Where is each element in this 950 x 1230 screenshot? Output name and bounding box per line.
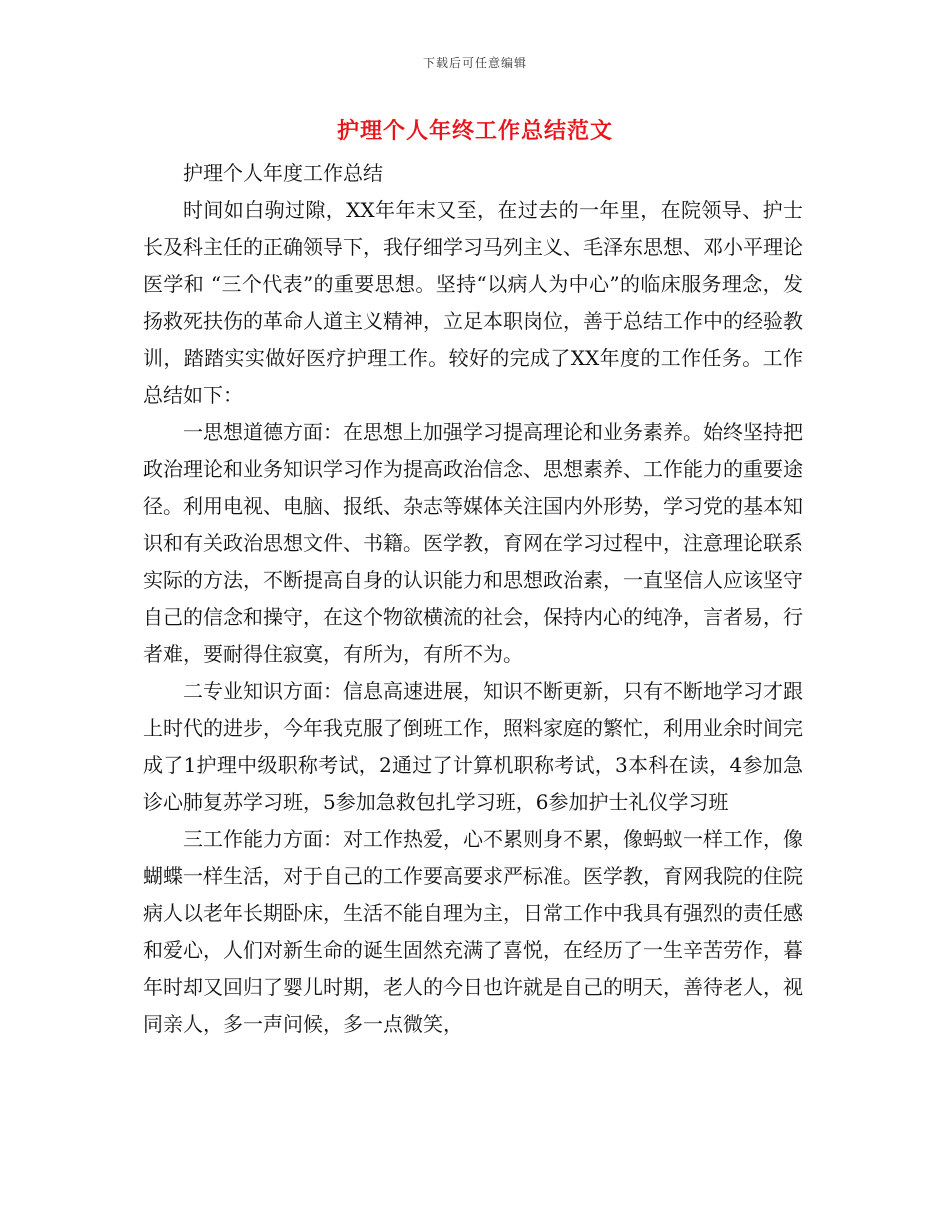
document-body (143, 155, 803, 1043)
paragraph-work-ability: 三工作能力方面：对工作热爱，心不累则身不累，像蚂蚁一样工作，像蝴蝶一样生活，对于自己的工作要高要求严标准。医学教，育网我院的住院病人以老年长期卧床，生活不能自理为主，日常工作中我具有强烈的责任感和爱心，人们对新生命的诞生固然充满了喜悦，在经历了一生辛苦劳作，暮年时却又回归了婴儿时期，老人的今日也许就是自己的明天，善待老人，视同亲人，多一声问候，多一点微笑， (143, 827, 803, 1036)
paragraph-subtitle: 护理个人年度工作总结 (183, 161, 383, 185)
header-note: 下载后可任意编辑 (422, 56, 527, 70)
document-title: 护理个人年终工作总结范文 (336, 118, 613, 144)
paragraph-professional-knowledge: 二专业知识方面：信息高速进展，知识不断更新，只有不断地学习才跟上时代的进步，今年我克服了倒班工作，照料家庭的繁忙，利用业余时间完成了1护理中级职称考试，2通过了计算机职称考试，3本科在读，4参加急诊心肺复苏学习班，5参加急救包扎学习班，6参加护士礼仪学习班 (143, 679, 803, 814)
paragraph-ideology: 一思想道德方面：在思想上加强学习提高理论和业务素养。始终坚持把政治理论和业务知识学习作为提高政治信念、思想素养、工作能力的重要途径。利用电视、电脑、报纸、杂志等媒体关注国内外形势，学习党的基本知识和有关政治思想文件、书籍。医学教，育网在学习过程中，注意理论联系实际的方法，不断提高自身的认识能力和思想政治素，一直坚信人应该坚守自己的信念和操守，在这个物欲横流的社会，保持内心的纯净，言者易，行者难，要耐得住寂寞，有所为，有所不为。 (143, 420, 803, 666)
paragraph-intro: 时间如白驹过隙，XX年年末又至，在过去的一年里，在院领导、护士长及科主任的正确领导下，我仔细学习马列主义、毛泽东思想、邓小平理论医学和 “三个代表”的重要思想。坚持“以病人为中心”的临床服务理念，发扬救死扶伤的革命人道主义精神，立足本职岗位，善于总结工作中的经验教训，踏踏实实做好医疗护理工作。较好的完成了XX年度的工作任务。工作总结如下： (143, 198, 803, 407)
